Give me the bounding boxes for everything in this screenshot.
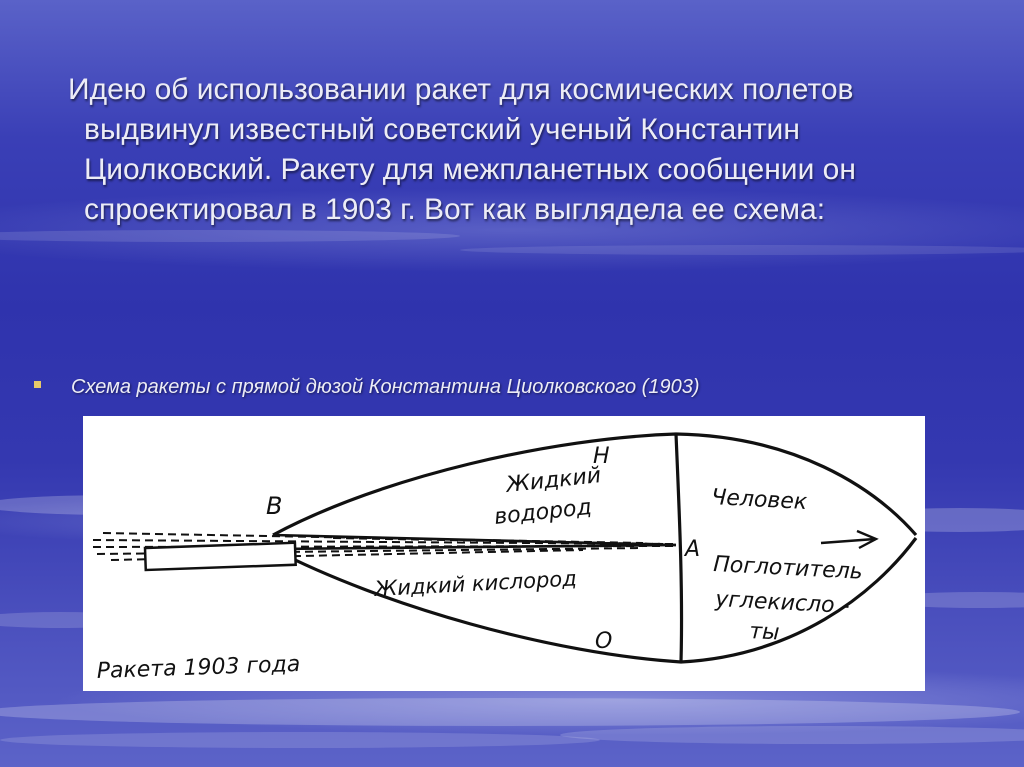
label-h: H [593,444,610,469]
label-o: O [595,629,613,654]
label-hydrogen-2: водород [493,494,593,530]
intro-line-4: спроектировал в 1903 г. Вот как выглядела ее схема: [84,193,826,226]
label-human: Человек [710,485,808,516]
label-absorber-3: ты [748,619,781,646]
intro-text [68,70,988,230]
label-absorber-2: углекисло - [714,587,851,620]
label-absorber-1: Поглотитель [712,552,864,585]
exhaust-block [145,543,296,570]
arrow-icon [821,531,876,548]
partition-line [676,434,682,662]
label-b: B [266,492,283,520]
label-a: A [685,537,701,562]
label-oxygen: Жидкий кислород [374,566,578,601]
bullet-icon [34,381,41,388]
caption-text: Схема ракеты с прямой дюзой Константина Циолковского (1903) [71,376,700,398]
intro-line-1: Идею об использовании ракет для космических полетов [68,73,854,106]
label-hydrogen-1: Жидкий [505,463,603,498]
rocket-diagram-svg [83,416,925,691]
label-footer: Ракета 1903 года [96,651,301,684]
caption [34,376,700,399]
intro-line-3: Циолковский. Ракету для межпланетных сообщении он [84,153,856,186]
rocket-diagram [83,416,925,691]
intro-line-2: выдвинул известный советский ученый Константин [84,113,800,146]
